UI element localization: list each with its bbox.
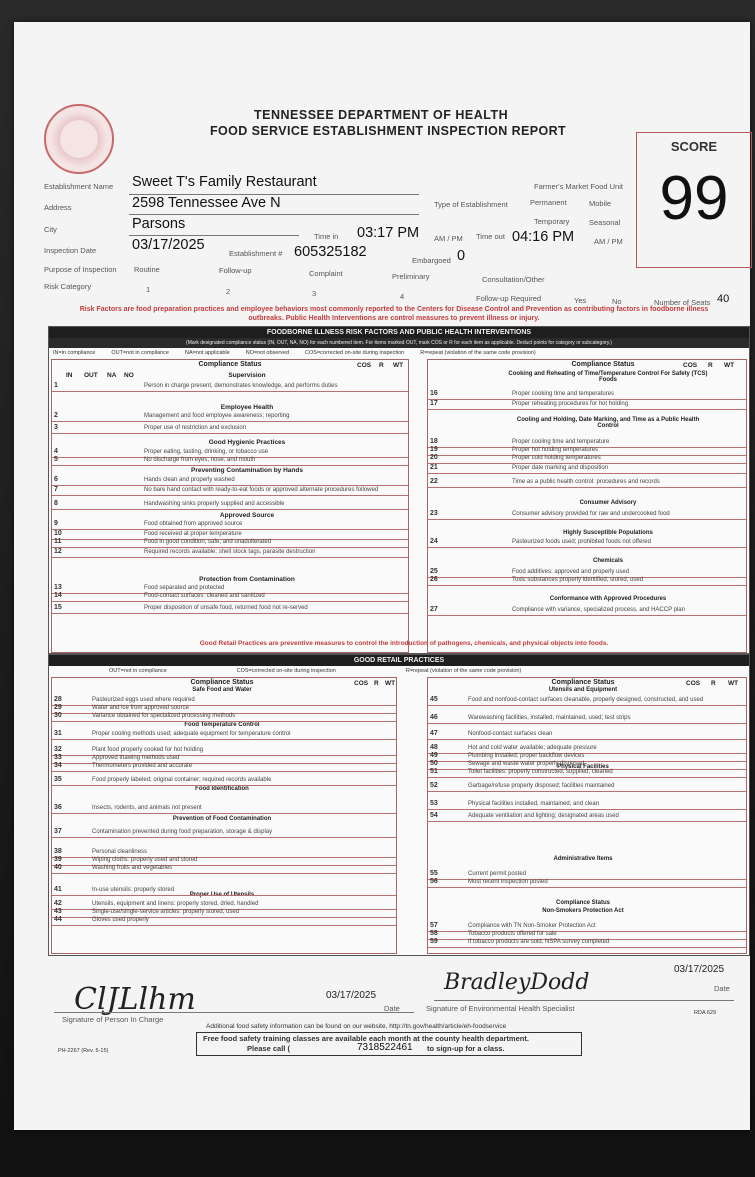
followup-yes[interactable]: Yes: [574, 296, 587, 305]
col-wt-retail-right: WT: [728, 680, 739, 687]
item-text: Handwashing sinks properly supplied and accessible: [144, 501, 285, 507]
item-text: Plant food properly cooked for hot holding: [92, 747, 204, 753]
row-divider: [52, 495, 408, 496]
right-compliance-status-heading: Compliance Status: [571, 361, 635, 368]
item-number: 8: [54, 500, 58, 507]
heading-prevention-contamination: Prevention of Food Contamination: [172, 816, 272, 822]
score-label: SCORE: [670, 139, 718, 154]
type-option-farmers[interactable]: Farmer's Market Food Unit: [534, 182, 623, 191]
item-text: Proper reheating procedures for hot holding: [512, 401, 629, 407]
item-text: No bare hand contact with ready-to-eat foods or approved alternate procedures followed: [144, 487, 379, 493]
row-divider: [52, 785, 396, 786]
item-number: 13: [54, 584, 62, 591]
legend2-cos: COS=corrected on-site during inspection: [236, 668, 336, 674]
item-number: 51: [430, 768, 438, 775]
item-number: 38: [54, 848, 62, 855]
col-r: R: [379, 362, 384, 369]
health-specialist-signature: BradleyDodd: [444, 970, 590, 995]
item-text: Tobacco products offered for sale: [468, 931, 557, 937]
item-number: 2: [54, 412, 58, 419]
item-text: Toilet facilities: properly constructed, supplied, cleaned: [468, 769, 613, 775]
legend2-r: R=repeat (violation of the same code provision): [405, 668, 522, 674]
purpose-label: Purpose of Inspection: [44, 265, 117, 274]
risk-factors-table: [48, 326, 750, 654]
section2-title: GOOD RETAIL PRACTICES: [49, 655, 749, 666]
row-divider: [52, 813, 396, 814]
item-number: 19: [430, 446, 438, 453]
item-text: Compliance with TN Non-Smoker Protection Act: [468, 923, 596, 929]
item-text: Personal cleanliness: [92, 849, 148, 855]
heading-hygienic-practices: Good Hygienic Practices: [208, 439, 286, 446]
item-text: Proper disposition of unsafe food, returned food not re-served: [144, 605, 308, 611]
heading-physical-facilities: Physical Facilities: [557, 764, 609, 770]
retail-right-status-heading: Compliance Status: [551, 679, 615, 686]
risk-option-1[interactable]: 1: [146, 285, 151, 294]
health-specialist-label: Signature of Environmental Health Specialist: [426, 1004, 575, 1013]
heading-proper-utensils: Proper Use of Utensils: [189, 892, 255, 898]
row-divider: [428, 463, 746, 464]
section1-subtitle: (Mark designated compliance status (IN, OUT, NA, NO) for each numbered item. For items marked OUT, mark COS or R for each item as applicable. Deduct points for category or subcategory.): [49, 338, 749, 348]
item-text: Food separated and protected: [144, 585, 225, 591]
retail-practices-intro: Good Retail Practices are preventive measures to control the introduction of pathogens, chemicals, and physical objects into foods.: [199, 640, 609, 647]
col-r-retail-right: R: [711, 680, 716, 687]
risk-option-3[interactable]: 3: [312, 289, 317, 298]
item-number: 31: [54, 730, 62, 737]
good-retail-table: [48, 654, 750, 956]
embargoed-value: 0: [457, 248, 466, 264]
legend-in: IN=in compliance: [53, 350, 96, 356]
item-text: Management and food employee awareness; reporting: [144, 413, 290, 419]
left-compliance-status-heading: Compliance Status: [198, 361, 262, 368]
item-number: 25: [430, 568, 438, 575]
row-divider: [52, 529, 408, 530]
item-number: 49: [430, 752, 438, 759]
item-number: 47: [430, 730, 438, 737]
item-text: Proper cooling methods used; adequate equipment for temperature control: [92, 731, 291, 737]
item-text: Approved thawing methods used: [92, 755, 180, 761]
item-text: Contamination prevented during food preparation, storage & display: [92, 829, 273, 835]
item-text: Water and ice from approved source: [92, 705, 189, 711]
item-number: 30: [54, 712, 62, 719]
row-divider: [428, 409, 746, 410]
training-box: [196, 1032, 582, 1056]
item-text: Wiping cloths: properly used and stored: [92, 857, 198, 863]
item-text: Pasteurized foods used; prohibited foods not offered: [512, 539, 651, 545]
risk-category-label: Risk Category: [44, 282, 92, 291]
item-text: Plumbing installed; proper backflow devices: [468, 753, 585, 759]
item-number: 18: [430, 438, 438, 445]
row-divider: [52, 837, 396, 838]
item-number: 21: [430, 464, 438, 471]
item-number: 6: [54, 476, 58, 483]
row-divider: [52, 873, 396, 874]
heading-supervision: Supervision: [228, 372, 266, 379]
row-divider: [52, 771, 396, 772]
row-divider: [428, 547, 746, 548]
item-number: 55: [430, 870, 438, 877]
item-text: Required records available: shell stock tags, parasite destruction: [144, 549, 316, 555]
item-number: 48: [430, 744, 438, 751]
purpose-consultation[interactable]: Consultation/Other: [482, 275, 545, 284]
item-number: 35: [54, 776, 62, 783]
heading-food-identification: Food Identification: [195, 786, 249, 792]
row-divider: [52, 465, 408, 466]
item-text: Garbage/refuse properly disposed; facilities maintained: [468, 783, 615, 789]
row-divider: [428, 519, 746, 520]
score-value: 99: [659, 164, 729, 233]
legend2-out: OUT=not in compliance: [109, 668, 167, 674]
item-number: 10: [54, 530, 62, 537]
row-divider: [428, 809, 746, 810]
heading-chemicals: Chemicals: [592, 558, 623, 564]
item-text: Food obtained from approved source: [144, 521, 243, 527]
item-text: Proper date marking and disposition: [512, 465, 609, 471]
row-divider: [428, 705, 746, 706]
row-divider: [52, 421, 408, 422]
purpose-followup[interactable]: Follow-up: [219, 266, 252, 275]
item-text: Person in charge present, demonstrates knowledge, and performs duties: [144, 383, 338, 389]
heading-consumer-advisory: Consumer Advisory: [579, 500, 637, 506]
date-label-1: Date: [384, 1004, 400, 1013]
item-number: 57: [430, 922, 438, 929]
call-label: Please call (: [247, 1044, 290, 1053]
establishment-number-value: 605325182: [294, 244, 367, 260]
item-text: Adequate ventilation and lighting; designated areas used: [468, 813, 619, 819]
item-text: Compliance with variance, specialized process, and HACCP plan: [512, 607, 685, 613]
inspection-date-label: Inspection Date: [44, 246, 97, 255]
item-number: 27: [430, 606, 438, 613]
item-number: 24: [430, 538, 438, 545]
right-compliance-column: [427, 359, 747, 653]
item-number: 3: [54, 424, 58, 431]
item-number: 50: [430, 760, 438, 767]
row-divider: [428, 487, 746, 488]
item-number: 45: [430, 696, 438, 703]
item-text: Food in good condition, safe, and unadulterated: [144, 539, 272, 545]
item-number: 36: [54, 804, 62, 811]
risk-option-4[interactable]: 4: [400, 292, 405, 301]
item-number: 39: [54, 856, 62, 863]
item-number: 26: [430, 576, 438, 583]
item-text: Thermometers provided and accurate: [92, 763, 193, 769]
followup-no[interactable]: No: [612, 297, 622, 306]
purpose-routine[interactable]: Routine: [134, 265, 160, 274]
item-text: Food-contact surfaces: cleaned and sanitized: [144, 593, 265, 599]
row-divider: [52, 613, 408, 614]
risk-factors-intro: Risk Factors are food preparation practices and employee behaviors most commonly reported to the Centers for Disease Control and Prevention as contributing factors in foodborne illness outbreaks. Public Health Interventions are control measures to prevent illness or injury.: [79, 306, 709, 322]
report-title-line1: TENNESSEE DEPARTMENT OF HEALTH: [254, 108, 509, 122]
col-cos-retail: COS: [354, 680, 369, 687]
training-line: Free food safety training classes are available each month at the county health department.: [203, 1034, 529, 1043]
col-wt-retail: WT: [385, 680, 396, 687]
row-divider: [52, 391, 408, 392]
row-divider: [52, 739, 396, 740]
time-out-value: 04:16 PM: [512, 229, 575, 245]
item-number: 16: [430, 390, 438, 397]
col-r-retail: R: [374, 680, 379, 687]
item-text: In-use utensils: properly stored: [92, 887, 175, 893]
row-divider: [428, 739, 746, 740]
item-text: Washing fruits and vegetables: [92, 865, 173, 871]
col-wt: WT: [393, 362, 404, 369]
item-number: 41: [54, 886, 62, 893]
row-divider: [52, 601, 408, 602]
retail-left-column: [51, 677, 397, 954]
type-of-establishment-label: Type of Establishment: [434, 200, 508, 209]
item-number: 43: [54, 908, 62, 915]
retail-left-status-heading: Compliance Status: [190, 679, 254, 686]
heading-utensils-equipment: Utensils and Equipment: [548, 687, 618, 693]
col-in: IN: [66, 372, 73, 379]
date-label-2: Date: [714, 984, 730, 993]
row-divider: [428, 777, 746, 778]
followup-label: Follow-up Required: [476, 294, 542, 303]
item-number: 34: [54, 762, 62, 769]
retail-right-status-heading-2: Compliance Status: [555, 900, 610, 906]
purpose-complaint[interactable]: Complaint: [309, 269, 343, 278]
item-text: Variance obtained for specialized processing methods: [92, 713, 236, 719]
form-number: PH-2267 (Rev. 6-15): [58, 1048, 109, 1054]
heading-non-smokers: Non-Smokers Protection Act: [542, 908, 624, 914]
item-number: 37: [54, 828, 62, 835]
info-website-line: Additional food safety information can be found on our website, http://tn.gov/health/article/eh-foodservice: [206, 1023, 507, 1030]
row-divider: [428, 887, 746, 888]
item-text: Toxic substances properly identified, stored, used: [512, 577, 644, 583]
item-text: Single-use/single-service articles: properly stored, used: [92, 909, 240, 915]
row-divider: [428, 473, 746, 474]
item-number: 22: [430, 478, 438, 485]
embargoed-label: Embargoed: [412, 256, 451, 265]
item-text: Sewage and waste water properly disposed: [468, 761, 585, 767]
item-text: Proper cooking time and temperatures: [512, 391, 615, 397]
col-cos: COS: [357, 362, 372, 369]
row-divider: [52, 721, 396, 722]
type-option-mobile[interactable]: Mobile: [589, 199, 612, 208]
col-cos-right: COS: [683, 362, 698, 369]
col-out: OUT: [84, 372, 98, 379]
type-option-permanent[interactable]: Permanent: [530, 198, 567, 207]
item-number: 53: [430, 800, 438, 807]
row-divider: [52, 433, 408, 434]
item-text: If tobacco products are sold, NSPA survey completed: [468, 939, 610, 945]
item-text: Pasteurized eggs used where required: [92, 697, 195, 703]
item-text: No discharge from eyes, nose, and mouth: [144, 457, 256, 463]
heading-contamination-hands: Preventing Contamination by Hands: [191, 467, 303, 474]
address-label: Address: [44, 203, 72, 212]
legend-r: R=repeat (violation of the same code provision): [420, 350, 536, 356]
heading-approved-source: Approved Source: [219, 512, 275, 519]
row-divider: [428, 585, 746, 586]
row-divider: [52, 925, 396, 926]
row-divider: [428, 723, 746, 724]
legend-no: NO=not observed: [245, 350, 290, 356]
person-in-charge-label: Signature of Person In Charge: [62, 1015, 164, 1024]
risk-option-2[interactable]: 2: [226, 287, 231, 296]
tennessee-seal-icon: [44, 104, 114, 174]
heading-employee-health: Employee Health: [220, 404, 274, 411]
legend-na: NA=not applicable: [184, 350, 230, 356]
item-number: 54: [430, 812, 438, 819]
item-number: 12: [54, 548, 62, 555]
establishment-name: Sweet T's Family Restaurant: [132, 174, 317, 190]
inspection-report-paper: TENNESSEE DEPARTMENT OF HEALTH FOOD SERVICE ESTABLISHMENT INSPECTION REPORT SCORE 99 Establishment Name Sweet T's Family Restaurant Address 2598 Tennessee Ave N City Parsons Time in 03:17 PM AM / PM Time out 04:16 PM AM / PM Inspection Date 03/17/2025 Establishment # 605325182 Embargoed 0 Farmer's Market Food Unit Type of Establishment Permanent Mobile Temporary Seasonal Purpose of Inspection Routine Follow-up Complaint Preliminary Consultation/Other Risk Category 1 2 3 4 Follow-up Required Yes No Number of Seats 40 Risk Factors are food preparation practices and employee behaviors most commonly reported to the Centers for Disease Control and Prevention as contributing factors in foodborne illness outbreaks. Public Health Interventions are control measures to prevent illness or injury. FOODBORNE ILLNESS RISK FACTORS AND PUBLIC HEALTH INTERVENTIONS (Mark designated compliance status (IN, OUT, NA, NO) for each numbered item. For items marked OUT, mark COS or R for each item as applicable. Deduct points for category or subcategory.) IN=in compliance OUT=not in compliance NA=not applicable NO=not observed COS=corrected on-site during inspection R=repeat (violation of the same code provision) Compliance Status IN OUT NA NO COS R WT Supervision Employee Health Good Hygienic Practices Preventing Contamination by Hands Approved Source Protection from Contamination 1 Person in charge present, demonstrates knowledge, and performs duties 2 Management and food employee awareness; reporting 3 Proper use of restriction and exclusion 4 Proper eating, tasting, drinking, or tobacco use 5 No discharge from eyes, nose, and mouth 6 Hands clean and properly washed 7 No bare hand contact with ready-to-eat foods or approved alternate procedures followed 8 Handwashing sinks properly supplied and accessible 9 Food obtained from approved source 10 Food received at proper temperature 11 Food in good condition, safe, and unadulterated 12 Required records available: shell stock tags, parasite destruction 13 Food separated and protected 14 Food-contact surfaces: cleaned and sanitized 15 Proper disposition of unsafe food, returned food not re-served Compliance Status Cooking and Reheating of Time/Temperature Control For Safety (TCS) Foods Cooling and Holding, Date Marking, and Time as a Public Health Control Consumer Advisory Highly Susceptible Populations Chemicals Conformance with Approved Procedures COS R WT 16 Proper cooking time and temperatures 17 Proper reheating procedures for hot holding 18 Proper cooling time and temperature 19 Proper hot holding temperatures 20 Proper cold holding temperatures 21 Proper date marking and disposition 22 Time as a public health control: procedures and records 23 Consumer advisory provided for raw and undercooked food 24 Pasteurized foods used; prohibited foods not offered 25 Food additives: approved and properly used 26 Toxic substances properly identified, stored, used 27 Compliance with variance, specialized process, and HACCP plan Good Retail Practices are preventive measures to control the introduction of pathogens, chemicals, and physical objects into foods. GOOD RETAIL PRACTICES OUT=not in compliance COS=corrected on-site during inspection R=repeat (violation of the same code provision) Compliance Status Safe Food and Water Food Temperature Control Food Identification Prevention of Food Contamination Proper Use of Utensils COS R WT 28 Pasteurized eggs used where required 29 Water and ice from approved source 30 Variance obtained for specialized processing methods 31 Proper cooling methods used; adequate equipment for temperature control 32 Plant food properly cooked for hot holding 33 Approved thawing methods used 34 Thermometers provided and accurate 35 Food properly labeled; original container; required records available 36 Insects, rodents, and animals not present 37 Contamination prevented during food preparation, storage & display 38 Personal cleanliness 39 Wiping cloths: properly used and stored 40 Washing fruits and vegetables 41 In-use utensils: properly stored 42 Utensils, equipment and linens: properly stored, dried, handled 43 Single-use/single-service articles: properly stored, used 44 Gloves used properly Compliance Status Utensils and Equipment Physical Facilities Administrative Items Compliance Status Non-Smokers Protection Act COS R WT 45 Food and nonfood-contact surfaces cleanable, properly designed, constructed, and used 46 Warewashing facilities, installed, maintained, used; test strips 47 Nonfood-contact surfaces clean 48 Hot and cold water available; adequate pressure 49 Plumbing installed; proper backflow devices 50 Sewage and waste water properly disposed 51 Toilet facilities: properly constructed, supplied, cleaned 52 Garbage/refuse properly disposed; facilities maintained 53 Physical facilities installed, maintained, and clean 54 Adequate ventilation and lighting; designated areas used 55 Current permit posted 56 Most recent inspection posted 57 Compliance with TN Non-Smoker Protection Act 58 Tobacco products offered for sale 59 If tobacco products are sold, NSPA survey completed ClJLlhm 03/17/2025 BradleyDodd 03/17/2025 Signature of Person In Charge Date Signature of Environmental Health Specialist Date Additional food safety information can be found on our website, http://tn.gov/health/article/eh-foodservice Free food safety training classes are available each month at the county health department. Please call ( 7318522461 to sign-up for a class. PH-2267 (Rev. 6-15) RDA 629: [14, 22, 750, 1130]
item-number: 9: [54, 520, 58, 527]
row-divider: [428, 399, 746, 400]
item-text: Hot and cold water available; adequate pressure: [468, 745, 597, 751]
item-number: 29: [54, 704, 62, 711]
item-text: Consumer advisory provided for raw and undercooked food: [512, 511, 670, 517]
item-text: Physical facilities installed, maintained, and clean: [468, 801, 600, 807]
heading-cooling-holding: Cooling and Holding, Date Marking, and Time as a Public Health Control: [516, 417, 700, 429]
item-text: Current permit posted: [468, 871, 527, 877]
signup-label: to sign-up for a class.: [427, 1044, 505, 1053]
item-number: 11: [54, 538, 62, 545]
time-out-label: Time out: [476, 232, 505, 241]
establishment-number-label: Establishment #: [229, 249, 283, 258]
type-option-temporary[interactable]: Temporary: [534, 217, 570, 226]
county-phone: 7318522461: [357, 1042, 413, 1053]
item-text: Warewashing facilities, installed, maintained, used; test strips: [468, 715, 631, 721]
rda-number: RDA 629: [694, 1010, 717, 1016]
legend2-row: [109, 668, 521, 674]
item-text: Nonfood-contact surfaces clean: [468, 731, 553, 737]
item-text: Proper cold holding temperatures: [512, 455, 601, 461]
item-number: 56: [430, 878, 438, 885]
report-title-line2: FOOD SERVICE ESTABLISHMENT INSPECTION REPORT: [210, 124, 567, 138]
item-text: Time as a public health control: procedures and records: [512, 479, 660, 485]
item-number: 40: [54, 864, 62, 871]
item-number: 15: [54, 604, 62, 611]
col-wt-right: WT: [724, 362, 735, 369]
establishment-name-label: Establishment Name: [44, 182, 114, 191]
retail-right-column: [427, 677, 747, 954]
col-r-right: R: [708, 362, 713, 369]
item-text: Food additives: approved and properly used: [512, 569, 630, 575]
item-number: 7: [54, 486, 58, 493]
item-text: Food received at proper temperature: [144, 531, 242, 537]
item-text: Insects, rodents, and animals not present: [92, 805, 202, 811]
item-text: Utensils, equipment and linens: properly stored, dried, handled: [92, 901, 259, 907]
person-in-charge-signature: ClJLlhm: [74, 982, 196, 1017]
row-divider: [52, 895, 396, 896]
heading-safe-food-water: Safe Food and Water: [192, 687, 252, 693]
item-number: 4: [54, 448, 58, 455]
address-value: 2598 Tennessee Ave N: [132, 195, 281, 211]
item-text: Most recent inspection posted: [468, 879, 548, 885]
item-text: Hands clean and properly washed: [144, 477, 235, 483]
seats-label: Number of Seats: [654, 298, 711, 307]
heading-food-temperature: Food Temperature Control: [184, 722, 260, 728]
item-number: 28: [54, 696, 62, 703]
row-divider: [52, 509, 408, 510]
col-cos-retail-right: COS: [686, 680, 701, 687]
item-text: Proper hot holding temperatures: [512, 447, 599, 453]
item-number: 17: [430, 400, 438, 407]
item-number: 32: [54, 746, 62, 753]
item-number: 46: [430, 714, 438, 721]
time-in-value: 03:17 PM: [357, 225, 420, 241]
row-divider: [52, 485, 408, 486]
row-divider: [52, 547, 408, 548]
item-text: Food properly labeled; original container; required records available: [92, 777, 272, 783]
item-number: 5: [54, 456, 58, 463]
legend-cos: COS=corrected on-site during inspection: [305, 350, 405, 356]
row-divider: [52, 557, 408, 558]
purpose-preliminary[interactable]: Preliminary: [392, 272, 430, 281]
heading-approved-procedures: Conformance with Approved Procedures: [549, 596, 667, 602]
city-value: Parsons: [132, 216, 186, 232]
item-number: 58: [430, 930, 438, 937]
legend-out: OUT=not in compliance: [111, 350, 169, 356]
col-na: NA: [107, 372, 117, 379]
city-label: City: [44, 225, 57, 234]
item-number: 42: [54, 900, 62, 907]
item-text: Proper cooling time and temperature: [512, 439, 610, 445]
row-divider: [428, 947, 746, 948]
inspection-date-value: 03/17/2025: [132, 237, 205, 253]
heading-administrative: Administrative Items: [553, 856, 613, 862]
item-text: Food and nonfood-contact surfaces cleanable, properly designed, constructed, and used: [468, 697, 704, 703]
item-number: 20: [430, 454, 438, 461]
item-text: Proper use of restriction and exclusion: [144, 425, 247, 431]
item-number: 14: [54, 592, 62, 599]
item-text: Gloves used properly: [92, 917, 149, 923]
item-number: 1: [54, 382, 58, 389]
heading-cooking-reheating: Cooking and Reheating of Time/Temperature Control For Safety (TCS) Foods: [508, 371, 708, 383]
section1-title: FOODBORNE ILLNESS RISK FACTORS AND PUBLIC HEALTH INTERVENTIONS: [49, 327, 749, 338]
item-number: 23: [430, 510, 438, 517]
col-no: NO: [124, 372, 134, 379]
item-number: 44: [54, 916, 62, 923]
row-divider: [428, 821, 746, 822]
signature-date-1: 03/17/2025: [326, 990, 377, 1001]
seats-value: 40: [717, 293, 730, 305]
row-divider: [428, 791, 746, 792]
type-option-seasonal[interactable]: Seasonal: [589, 218, 621, 227]
legend-row: [53, 350, 745, 356]
score-box: [636, 132, 752, 268]
row-divider: [428, 615, 746, 616]
time-in-label: Time in: [314, 232, 339, 241]
item-text: Proper eating, tasting, drinking, or tobacco use: [144, 449, 269, 455]
heading-protection-contamination: Protection from Contamination: [199, 576, 295, 583]
heading-susceptible-populations: Highly Susceptible Populations: [563, 530, 653, 536]
signature-date-2: 03/17/2025: [674, 964, 725, 975]
item-number: 33: [54, 754, 62, 761]
item-number: 59: [430, 938, 438, 945]
left-compliance-column: [51, 359, 409, 653]
item-number: 52: [430, 782, 438, 789]
